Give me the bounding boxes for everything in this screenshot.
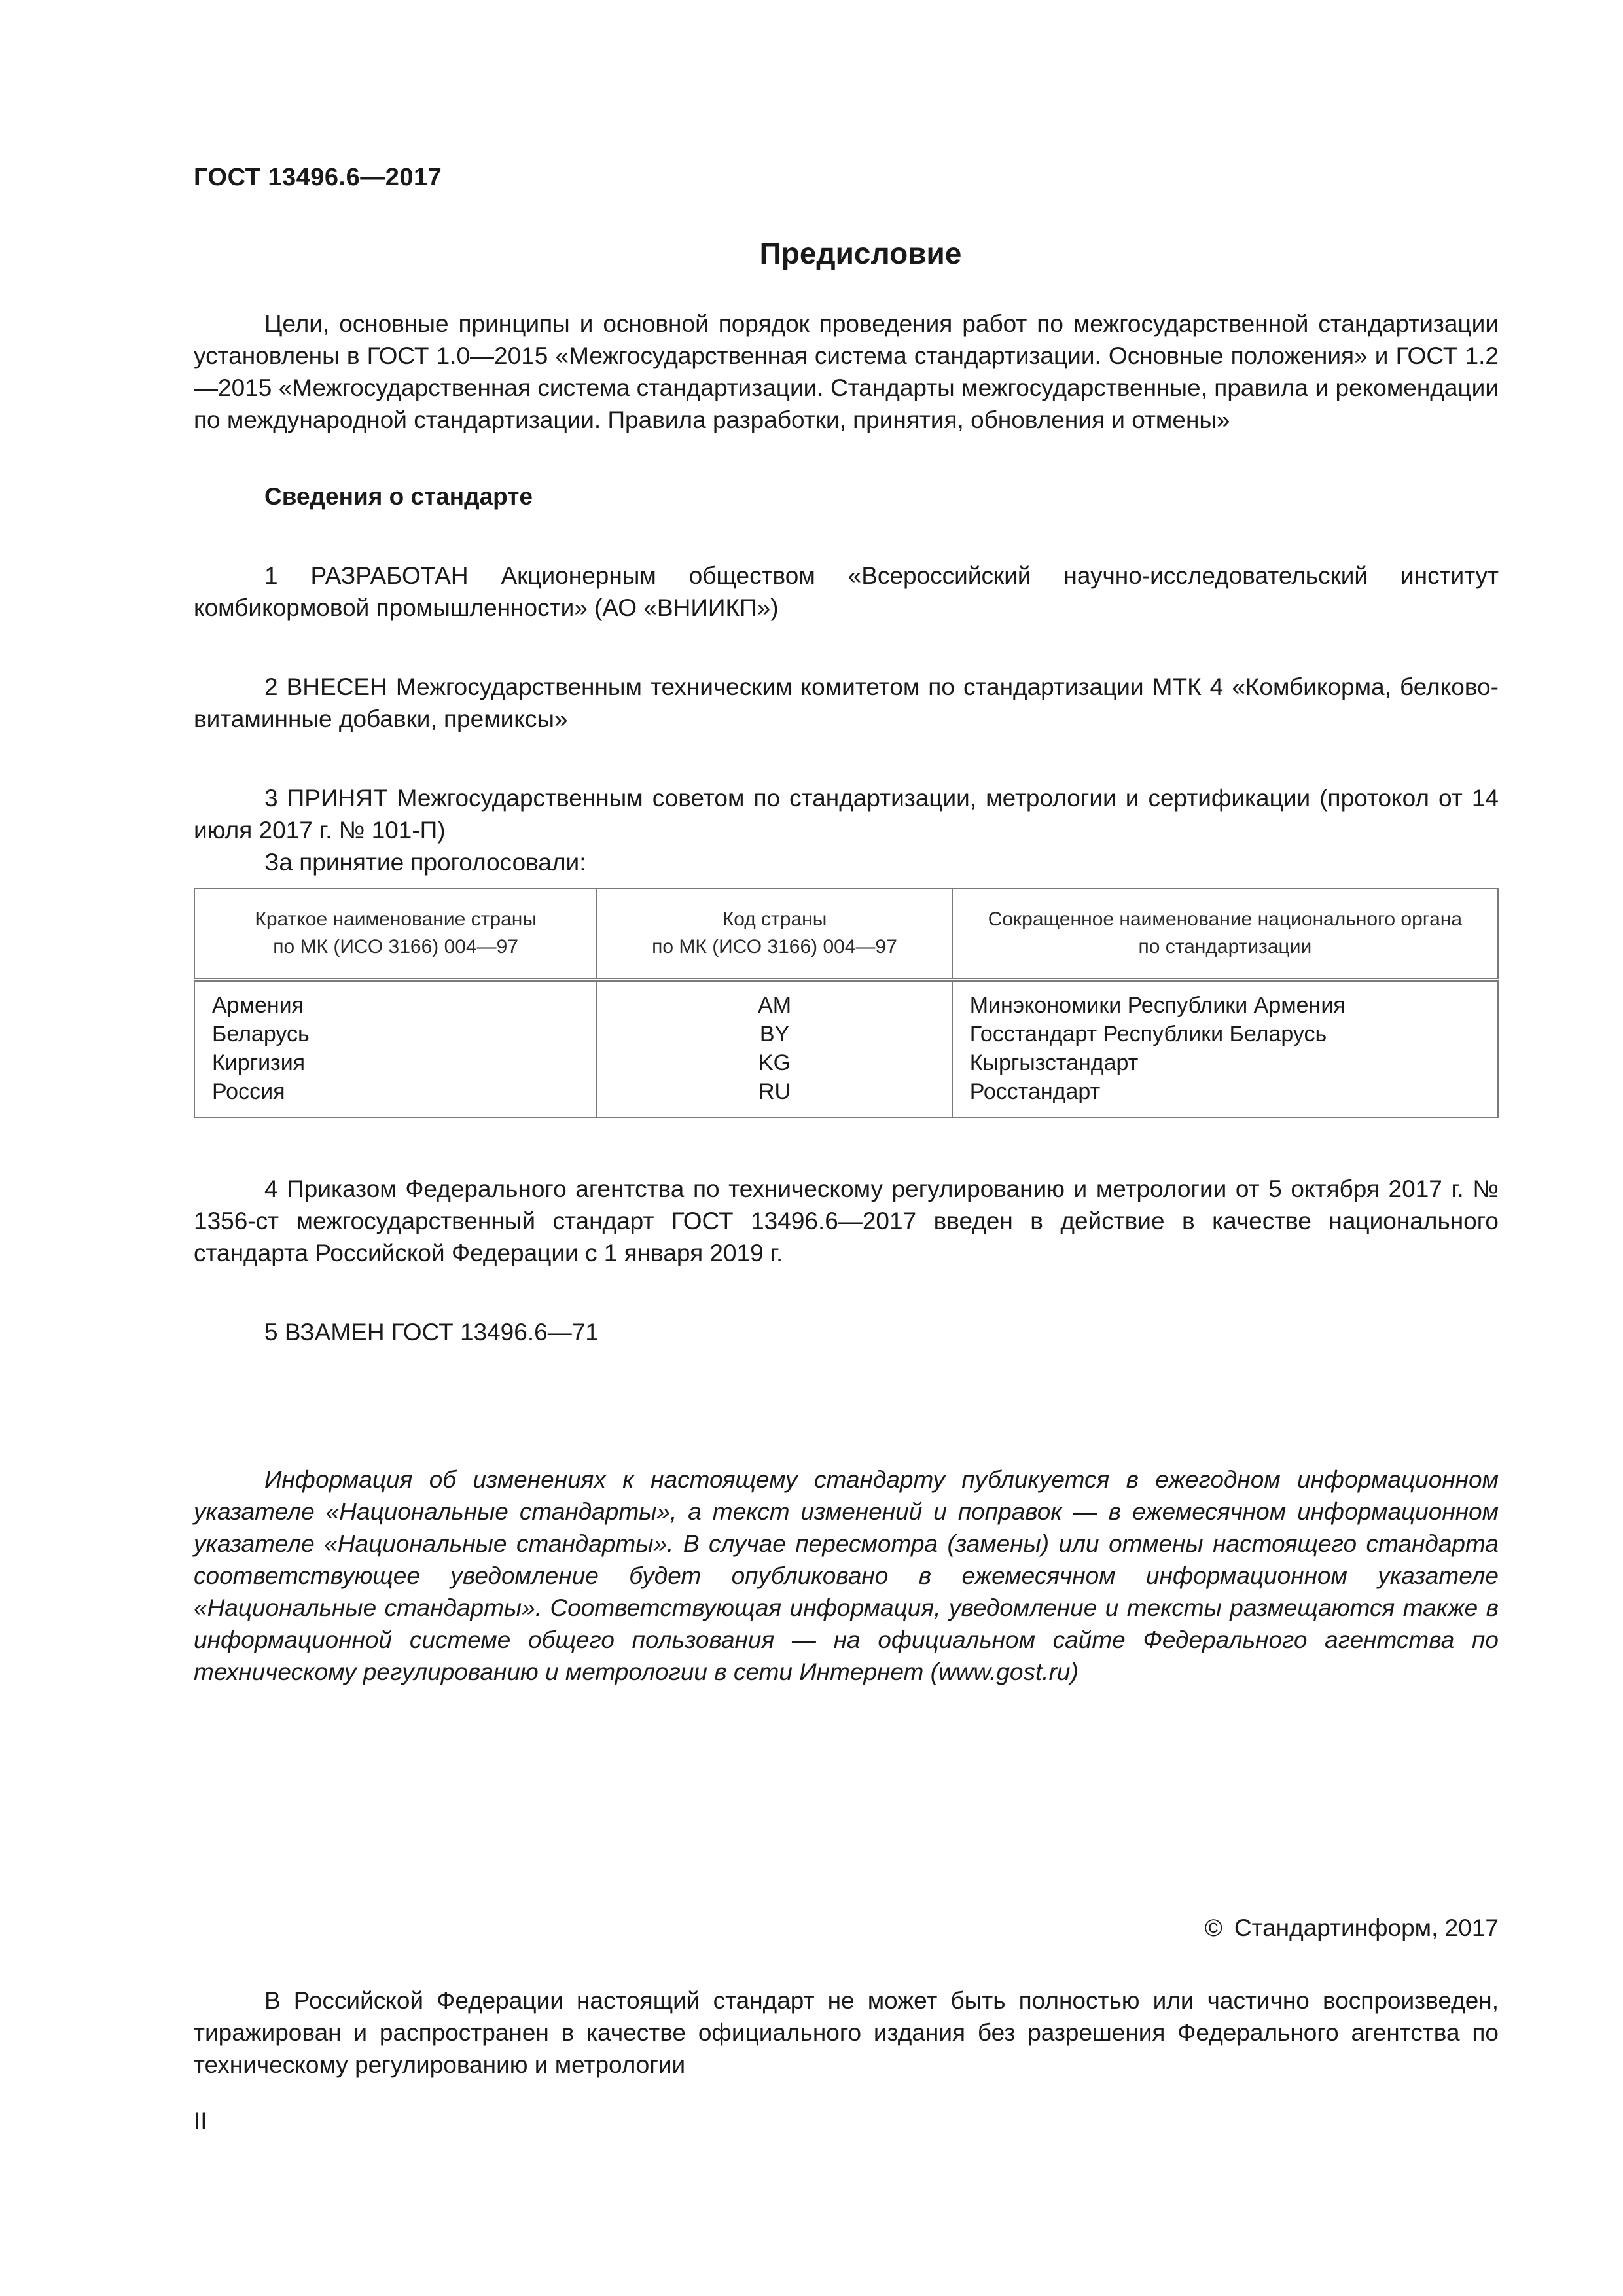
national-bodies-cell [952, 980, 1498, 1117]
item-adopted: 3 ПРИНЯТ Межгосударственным советом по стандартизации, метрологии и сертификации (протокол от 14 июля 2017 г. № 101-П) [194, 785, 1499, 844]
change-info-notice: Информация об изменениях к настоящему стандарту публикуется в ежегодном информационном указателе «Национальные стандарты», а текст изменений и поправок — в ежемесячном информационном указателе «Национальные стандарты». В случае пересмотра (замены) или отмены настоящего стандарта соответствующее уведомление будет опубликовано в ежемесячном информационном указателе «Национальные стандарты». Соответствующая информация, уведомление и тексты размещаются также в информационной системе общего пользования — на официальном сайте Федерального агентства по техническому регулированию и метрологии в сети Интернет (www.gost.ru) [194, 1466, 1499, 1685]
copyright-text: Стандартинформ, 2017 [1234, 1914, 1499, 1941]
page-number: II [194, 2108, 207, 2134]
country-names-cell [194, 980, 597, 1117]
change-info-block [194, 1463, 1499, 1688]
item-replaces: 5 ВЗАМЕН ГОСТ 13496.6—71 [264, 1319, 599, 1346]
country-name: Россия [212, 1079, 285, 1104]
document-code: ГОСТ 13496.6—2017 [194, 164, 442, 191]
country-name: Армения [212, 993, 304, 1018]
item-developed: 1 РАЗРАБОТАН Акционерным обществом «Всероссийский научно-исследовательский институт комбикормовой промышленности» (АО «ВНИИКП») [194, 562, 1499, 621]
country-name: Беларусь [212, 1022, 310, 1047]
reproduction-notice: В Российской Федерации настоящий стандарт не может быть полностью или частично воспроизведен, тиражирован и распространен в качестве официального издания без разрешения Федерального агентства по техническому регулированию и метрологии [194, 1987, 1499, 2078]
table-header-row [194, 888, 1498, 980]
item-submitted: 2 ВНЕСЕН Межгосударственным техническим комитетом по стандартизации МТК 4 «Комбикорма, белково-витаминные добавки, премиксы» [194, 673, 1499, 732]
national-body: Госстандарт Республики Беларусь [969, 1022, 1327, 1047]
reproduction-notice-block [194, 1984, 1499, 2081]
national-body: Росстандарт [969, 1079, 1101, 1104]
page-title: Предисловие [759, 236, 962, 270]
country-name: Киргизия [212, 1050, 306, 1075]
country-code: AM [758, 993, 792, 1018]
table-row [194, 980, 1498, 1117]
section-heading: Сведения о стандарте [264, 483, 533, 510]
header-country-code: Код страны по МК (ИСО 3166) 004—97 [597, 888, 952, 980]
document-body [194, 308, 1499, 1688]
copyright-line [1205, 1914, 1499, 1942]
header-national-body: Сокращенное наименование национального органа по стандартизации [952, 888, 1498, 980]
country-code: RU [758, 1079, 791, 1104]
national-body: Кыргызстандарт [969, 1050, 1139, 1075]
country-codes-cell [597, 980, 952, 1117]
country-code: KG [758, 1050, 791, 1075]
voted-label: За принятие проголосовали: [264, 849, 586, 876]
national-body: Минэкономики Республики Армения [969, 993, 1346, 1018]
item-enacted: 4 Приказом Федерального агентства по техническому регулированию и метрологии от 5 октября 2017 г. № 1356-ст межгосударственный стандарт ГОСТ 13496.6—2017 введен в действие в качестве национального стандарта Российской Федерации с 1 января 2019 г. [194, 1175, 1499, 1266]
header-country-name: Краткое наименование страны по МК (ИСО 3166) 004—97 [194, 888, 597, 980]
intro-paragraph: Цели, основные принципы и основной порядок проведения работ по межгосударственной стандартизации установлены в ГОСТ 1.0—2015 «Межгосударственная система стандартизации. Основные положения» и ГОСТ 1.2—2015 «Межгосударственная система стандартизации. Стандарты межгосударственные, правила и рекомендации по международной стандартизации. Правила разработки, принятия, обновления и отмены» [194, 310, 1499, 433]
copyright-icon: © [1204, 1914, 1222, 1941]
countries-table [194, 888, 1499, 1118]
country-code: BY [759, 1022, 790, 1047]
